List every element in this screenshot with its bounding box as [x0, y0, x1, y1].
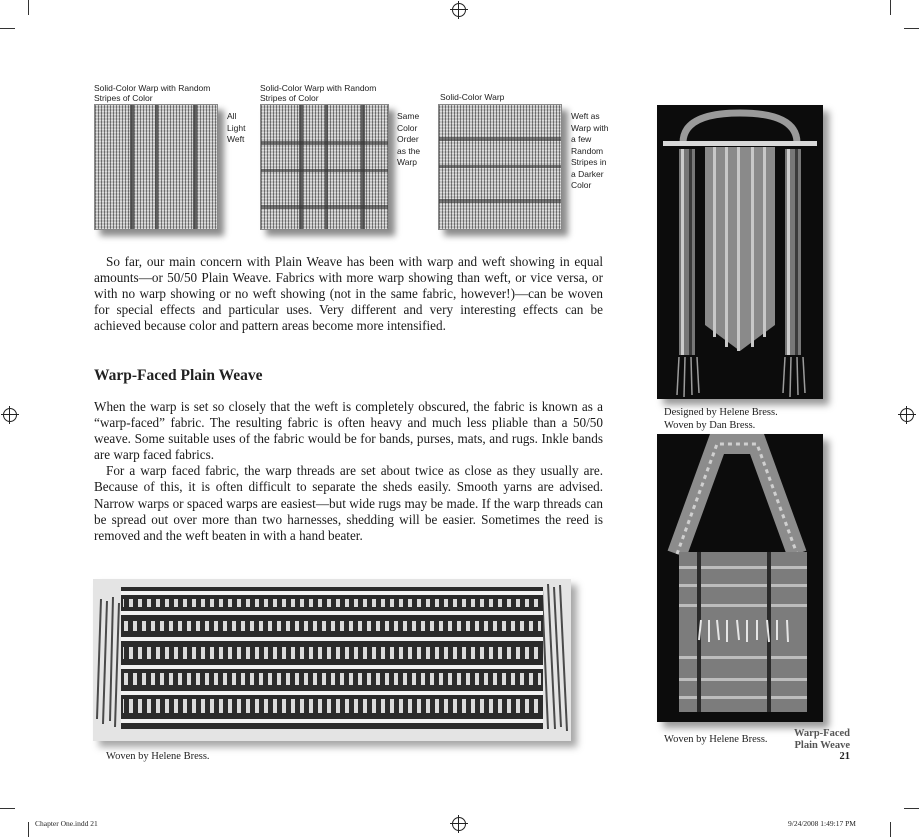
- intro-paragraph-text: So far, our main concern with Plain Weave has been with warp and weft showing in equal amounts—or 50/50 Plain Weave. Fabrics with more warp showing than weft, or vice versa, or with no warp showing or no weft showing (not in the same fabric, however!)—can be woven for special effects and particular uses. Very different and very interesting effects can be achieved because color and pattern areas become more intensified.: [94, 254, 603, 334]
- crop-mark: [0, 808, 15, 809]
- slug-file: Chapter One.indd 21: [35, 819, 98, 828]
- crop-mark: [904, 808, 919, 809]
- crop-mark: [0, 28, 15, 29]
- registration-mark-icon: [900, 408, 914, 422]
- paragraph-1: When the warp is set so closely that the weft is completely obscured, the fabric is known as a “warp-faced” fabric. The resulting fabric is often heavy and much less pliable than a 50/50 weave. Some suitable uses of the fabric would be for bands, purses, mats, and rugs. Inkle bands are warp faced fabrics.: [94, 399, 603, 463]
- running-footer: [760, 728, 850, 763]
- paragraph-2: For a warp faced fabric, the warp threads are set about twice as close as they usually are. Because of this, it is often difficult to separate the sheds easily. Smooth yarns are advised. Narrow warps or spaced warps are easiest—but wide rugs may be made. If the warp threads can be spread out over more than two harnesses, shedding will be easier. Sometimes the reed is removed and the weft beaten in with a hand beater.: [94, 463, 603, 543]
- registration-mark-icon: [3, 408, 17, 422]
- swatch-caption: Solid-Color Warp with Random Stripes of Color: [94, 83, 211, 103]
- hanging-caption-designer: Designed by Helene Bress.: [664, 407, 778, 418]
- swatch-side-note: Weft as Warp with a few Random Stripes in a Darker Color: [571, 111, 609, 190]
- mat-illustration: [93, 579, 571, 741]
- crop-mark: [28, 0, 29, 15]
- swatch-side-note: Same Color Order as the Warp: [397, 111, 421, 167]
- bag-illustration: [657, 434, 823, 722]
- crop-mark: [904, 28, 919, 29]
- section-body: [94, 399, 603, 544]
- crop-mark: [890, 0, 891, 15]
- slug-timestamp: 9/24/2008 1:49:17 PM: [788, 819, 856, 828]
- hanging-photo-caption: [664, 407, 778, 432]
- weave-swatch-image: [94, 104, 218, 230]
- woven-bag-photo: [657, 434, 823, 722]
- hanging-caption-weaver: Woven by Dan Bress.: [664, 419, 756, 431]
- swatch-caption: Solid-Color Warp: [440, 92, 505, 102]
- weave-swatch-image: [438, 104, 562, 230]
- crop-mark: [890, 822, 891, 837]
- mat-photo-caption: Woven by Helene Bress.: [106, 751, 210, 762]
- warp-faced-mat-photo: [93, 579, 571, 741]
- footer-section-line1: Warp-Faced: [794, 728, 850, 739]
- registration-mark-icon: [452, 817, 466, 831]
- swatch-caption: Solid-Color Warp with Random Stripes of Color: [260, 83, 377, 103]
- crop-mark: [28, 822, 29, 837]
- footer-section-line2: Plain Weave: [794, 739, 850, 751]
- bag-photo-caption: Woven by Helene Bress.: [664, 734, 768, 745]
- registration-mark-icon: [452, 3, 466, 17]
- weave-swatch-image: [260, 104, 389, 230]
- hanging-illustration: [657, 105, 823, 399]
- section-heading: Warp-Faced Plain Weave: [94, 367, 263, 384]
- swatch-side-note: All Light Weft: [227, 111, 246, 144]
- intro-paragraph: [94, 254, 603, 334]
- page-number: 21: [839, 751, 850, 762]
- woven-hanging-photo: [657, 105, 823, 399]
